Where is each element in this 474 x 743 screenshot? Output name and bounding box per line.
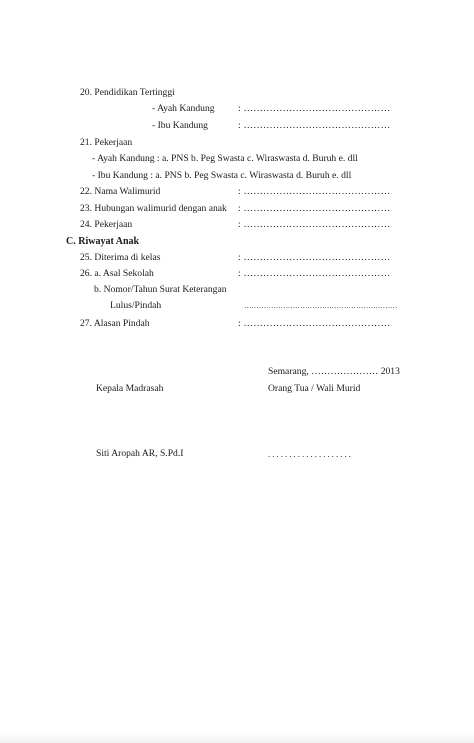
right-signer-title: Orang Tua / Wali Murid (268, 383, 361, 394)
section-c-heading: C. Riwayat Anak (66, 236, 140, 247)
q27-field[interactable]: : ……………………………………… (238, 318, 391, 329)
q25-field[interactable]: : ……………………………………… (238, 252, 391, 263)
q20-ayah-label: - Ayah Kandung (152, 103, 215, 114)
q24-label: 24. Pekerjaan (80, 219, 133, 230)
q26b-label-cont: Lulus/Pindah (110, 300, 162, 311)
page-bottom-shade (0, 732, 474, 743)
q26b-label: b. Nomor/Tahun Surat Keterangan (94, 284, 227, 295)
q24-field[interactable]: : ……………………………………… (238, 219, 391, 230)
q25-label: 25. Diterima di kelas (80, 252, 161, 263)
left-signer-name: Siti Aropah AR, S.Pd.I (96, 448, 184, 459)
q22-field[interactable]: : ……………………………………… (238, 186, 391, 197)
q23-field[interactable]: : ……………………………………… (238, 203, 391, 214)
right-signer-name[interactable]: . . . . . . . . . . . . . . . . . . . . (268, 449, 351, 459)
place-date: Semarang, ………………… 2013 (268, 366, 400, 377)
q23-label: 23. Hubungan walimurid dengan anak (80, 203, 227, 214)
q26a-label: 26. a. Asal Sekolah (80, 268, 154, 279)
q20-ibu-label: - Ibu Kandung (152, 120, 208, 131)
q27-label: 27. Alasan Pindah (80, 318, 150, 329)
q26b-field[interactable]: ……………………………………………………… (244, 301, 398, 310)
q20-ibu-field[interactable]: : ……………………………………… (238, 120, 391, 131)
q26a-field[interactable]: : ……………………………………… (238, 268, 391, 279)
q21-label: 21. Pekerjaan (80, 137, 133, 148)
q20-label: 20. Pendidikan Tertinggi (80, 87, 175, 98)
q20-ayah-field[interactable]: : ……………………………………… (238, 103, 391, 114)
left-signer-title: Kepala Madrasah (96, 383, 164, 394)
q21-ayah-options: - Ayah Kandung : a. PNS b. Peg Swasta c. Wiraswasta d. Buruh e. dll (92, 153, 358, 164)
q21-ibu-options: - Ibu Kandung : a. PNS b. Peg Swasta c. Wiraswasta d. Buruh e. dll (92, 170, 352, 181)
q22-label: 22. Nama Walimurid (80, 186, 161, 197)
